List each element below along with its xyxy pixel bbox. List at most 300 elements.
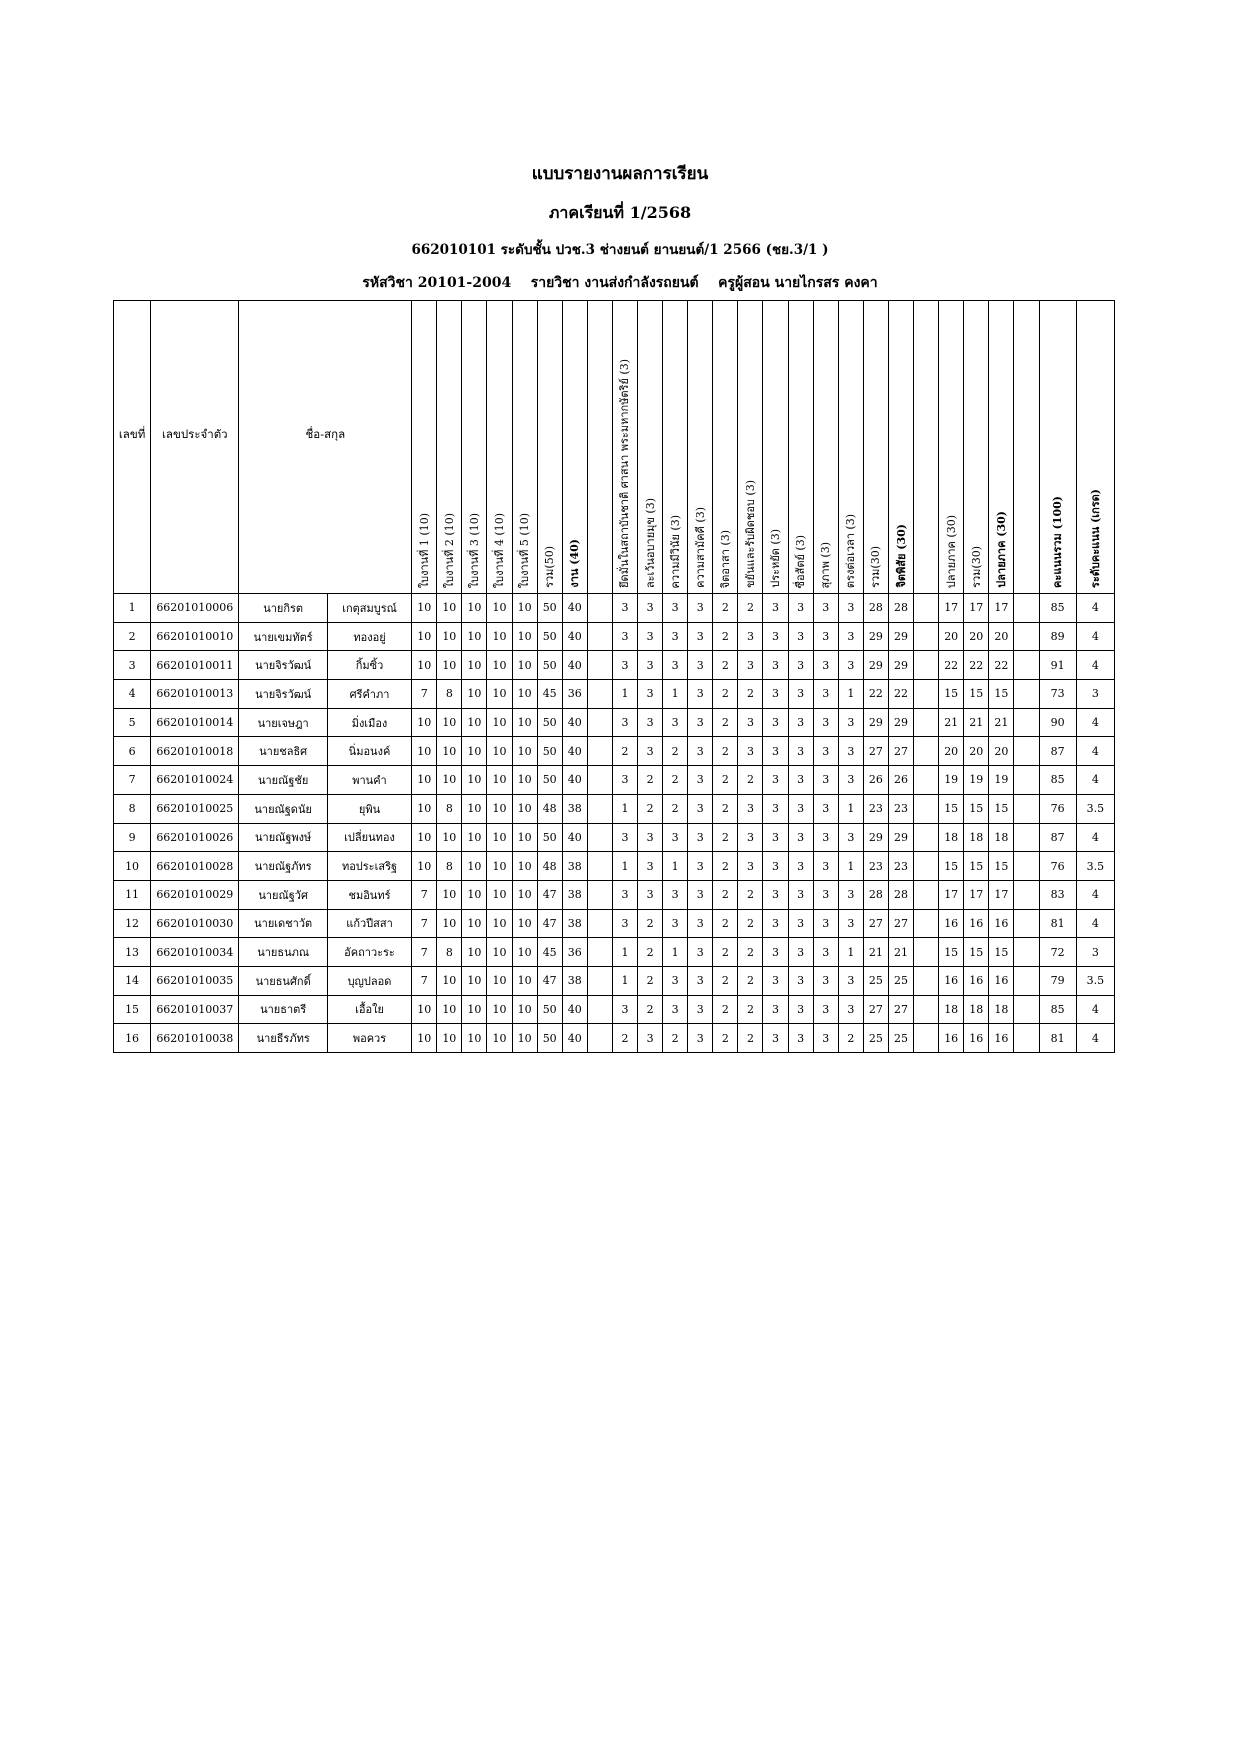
no-cell: 9: [114, 823, 151, 852]
attitude-score-cell: 1: [663, 938, 688, 967]
worksheet-sum-cell: 50: [537, 737, 562, 766]
worksheet-score-cell: 10: [487, 651, 512, 680]
attitude-score-cell: 3: [813, 680, 838, 709]
attitude-score-cell: 3: [638, 880, 663, 909]
col-header-wsum: รวม(50): [537, 301, 562, 594]
total-score-cell: 76: [1039, 852, 1076, 881]
table-row: [114, 622, 1115, 651]
final-exam-score-cell: 20: [939, 737, 964, 766]
final-exam-total-cell: 20: [989, 622, 1014, 651]
grade-value-cell: 4: [1076, 995, 1114, 1024]
blank-cell-cell: [914, 1024, 939, 1053]
final-exam-sum-cell: 15: [964, 938, 989, 967]
attitude-score-cell: 3: [612, 909, 637, 938]
blank-cell-cell: [1014, 766, 1039, 795]
no-cell: 5: [114, 708, 151, 737]
worksheet-score-cell: 7: [412, 909, 437, 938]
blank-cell-cell: [587, 708, 612, 737]
col-header-a6: ขยันและรับผิดชอบ (3): [738, 301, 763, 594]
attitude-total-cell: 27: [888, 995, 913, 1024]
final-exam-total-cell: 15: [989, 794, 1014, 823]
attitude-score-cell: 3: [663, 880, 688, 909]
worksheet-score-cell: 10: [462, 680, 487, 709]
attitude-sum-cell: 29: [863, 622, 888, 651]
last-name-cell: กิ้มซิ้ว: [327, 651, 411, 680]
attitude-score-cell: 3: [813, 1024, 838, 1053]
attitude-score-cell: 1: [838, 794, 863, 823]
final-exam-sum-cell: 15: [964, 680, 989, 709]
final-exam-score-cell: 22: [939, 651, 964, 680]
student-id-cell: 66201010034: [151, 938, 239, 967]
work-score-cell: 40: [562, 708, 587, 737]
blank-cell-cell: [1014, 966, 1039, 995]
final-exam-total-cell: 20: [989, 737, 1014, 766]
attitude-total-cell: 23: [888, 852, 913, 881]
worksheet-score-cell: 10: [462, 852, 487, 881]
attitude-score-cell: 1: [838, 680, 863, 709]
col-header-a9: สุภาพ (3): [813, 301, 838, 594]
first-name-cell: นายเดชาวัต: [239, 909, 327, 938]
col-header-work: งาน (40): [562, 301, 587, 594]
attitude-total-cell: 25: [888, 966, 913, 995]
final-exam-sum-cell: 20: [964, 737, 989, 766]
attitude-score-cell: 3: [788, 1024, 813, 1053]
blank-cell-cell: [914, 794, 939, 823]
grade-value-cell: 3.5: [1076, 852, 1114, 881]
attitude-score-cell: 3: [813, 880, 838, 909]
worksheet-sum-cell: 50: [537, 823, 562, 852]
worksheet-score-cell: 10: [512, 880, 537, 909]
table-row: [114, 680, 1115, 709]
attitude-score-cell: 3: [763, 938, 788, 967]
final-exam-total-cell: 18: [989, 995, 1014, 1024]
worksheet-score-cell: 10: [462, 594, 487, 623]
last-name-cell: ทอประเสริฐ: [327, 852, 411, 881]
attitude-score-cell: 3: [688, 622, 713, 651]
student-id-cell: 66201010010: [151, 622, 239, 651]
col-header-fsum: รวม(30): [964, 301, 989, 594]
final-exam-sum-cell: 22: [964, 651, 989, 680]
attitude-score-cell: 3: [838, 880, 863, 909]
term-label: ภาคเรียนที่ 1/2568: [548, 203, 692, 222]
attitude-sum-cell: 26: [863, 766, 888, 795]
attitude-score-cell: 3: [638, 1024, 663, 1053]
first-name-cell: นายณัฐวัศ: [239, 880, 327, 909]
attitude-score-cell: 2: [738, 594, 763, 623]
attitude-score-cell: 3: [688, 651, 713, 680]
attitude-score-cell: 3: [663, 651, 688, 680]
attitude-score-cell: 2: [713, 966, 738, 995]
attitude-score-cell: 3: [763, 966, 788, 995]
work-score-cell: 38: [562, 880, 587, 909]
work-score-cell: 40: [562, 594, 587, 623]
attitude-score-cell: 3: [788, 766, 813, 795]
worksheet-score-cell: 10: [437, 995, 462, 1024]
grade-value-cell: 4: [1076, 708, 1114, 737]
no-cell: 7: [114, 766, 151, 795]
final-exam-score-cell: 21: [939, 708, 964, 737]
final-exam-total-cell: 15: [989, 938, 1014, 967]
no-cell: 4: [114, 680, 151, 709]
attitude-score-cell: 3: [688, 852, 713, 881]
last-name-cell: ชมอินทร์: [327, 880, 411, 909]
attitude-score-cell: 3: [763, 737, 788, 766]
worksheet-sum-cell: 48: [537, 794, 562, 823]
final-exam-total-cell: 18: [989, 823, 1014, 852]
final-exam-score-cell: 17: [939, 594, 964, 623]
attitude-total-cell: 29: [888, 651, 913, 680]
worksheet-score-cell: 10: [512, 794, 537, 823]
blank-cell-cell: [914, 966, 939, 995]
col-header-a3: ความมีวินัย (3): [663, 301, 688, 594]
last-name-cell: แก้วปีสสา: [327, 909, 411, 938]
grade-value-cell: 4: [1076, 622, 1114, 651]
first-name-cell: นายณัฐภัทร: [239, 852, 327, 881]
total-score-cell: 76: [1039, 794, 1076, 823]
attitude-score-cell: 1: [612, 794, 637, 823]
table-row: [114, 1024, 1115, 1053]
work-score-cell: 40: [562, 766, 587, 795]
attitude-score-cell: 3: [813, 995, 838, 1024]
blank-cell-cell: [587, 622, 612, 651]
student-id-cell: 66201010030: [151, 909, 239, 938]
final-exam-score-cell: 16: [939, 1024, 964, 1053]
attitude-score-cell: 3: [688, 938, 713, 967]
final-exam-total-cell: 16: [989, 966, 1014, 995]
last-name-cell: พอควร: [327, 1024, 411, 1053]
final-exam-sum-cell: 21: [964, 708, 989, 737]
blank-cell-cell: [587, 852, 612, 881]
final-exam-score-cell: 18: [939, 823, 964, 852]
attitude-score-cell: 3: [788, 938, 813, 967]
final-exam-sum-cell: 16: [964, 1024, 989, 1053]
blank-cell-cell: [914, 622, 939, 651]
worksheet-score-cell: 10: [412, 766, 437, 795]
col-header-a2: ละเว้นอบายมุข (3): [638, 301, 663, 594]
attitude-score-cell: 3: [788, 737, 813, 766]
attitude-score-cell: 3: [688, 966, 713, 995]
attitude-score-cell: 3: [788, 622, 813, 651]
grade-value-cell: 4: [1076, 737, 1114, 766]
attitude-score-cell: 3: [688, 909, 713, 938]
blank-cell-cell: [587, 823, 612, 852]
worksheet-sum-cell: 50: [537, 1024, 562, 1053]
no-cell: 12: [114, 909, 151, 938]
attitude-score-cell: 3: [638, 708, 663, 737]
worksheet-score-cell: 10: [437, 651, 462, 680]
attitude-sum-cell: 29: [863, 651, 888, 680]
last-name-cell: เกตุสมบูรณ์: [327, 594, 411, 623]
final-exam-total-cell: 16: [989, 909, 1014, 938]
attitude-score-cell: 3: [813, 966, 838, 995]
blank-cell-cell: [587, 594, 612, 623]
worksheet-score-cell: 10: [512, 938, 537, 967]
attitude-score-cell: 2: [738, 938, 763, 967]
attitude-score-cell: 3: [788, 880, 813, 909]
attitude-score-cell: 3: [738, 622, 763, 651]
col-header-w1: ใบงานที่ 1 (10): [412, 301, 437, 594]
total-score-cell: 85: [1039, 594, 1076, 623]
worksheet-score-cell: 10: [412, 995, 437, 1024]
worksheet-score-cell: 10: [462, 708, 487, 737]
attitude-score-cell: 3: [763, 852, 788, 881]
student-id-cell: 66201010011: [151, 651, 239, 680]
attitude-sum-cell: 25: [863, 966, 888, 995]
table-row: [114, 909, 1115, 938]
final-exam-total-cell: 17: [989, 594, 1014, 623]
worksheet-score-cell: 10: [462, 995, 487, 1024]
blank-cell-cell: [587, 766, 612, 795]
first-name-cell: นายณัฐชัย: [239, 766, 327, 795]
attitude-score-cell: 3: [763, 766, 788, 795]
table-row: [114, 852, 1115, 881]
attitude-score-cell: 3: [838, 909, 863, 938]
attitude-score-cell: 3: [612, 823, 637, 852]
attitude-score-cell: 3: [638, 852, 663, 881]
attitude-score-cell: 1: [612, 966, 637, 995]
student-id-cell: 66201010037: [151, 995, 239, 1024]
attitude-score-cell: 3: [813, 852, 838, 881]
no-cell: 10: [114, 852, 151, 881]
attitude-sum-cell: 22: [863, 680, 888, 709]
worksheet-sum-cell: 45: [537, 938, 562, 967]
total-score-cell: 81: [1039, 1024, 1076, 1053]
total-score-cell: 83: [1039, 880, 1076, 909]
col-header-blank3: [1014, 301, 1039, 594]
no-cell: 13: [114, 938, 151, 967]
student-id-cell: 66201010025: [151, 794, 239, 823]
worksheet-score-cell: 10: [462, 966, 487, 995]
attitude-score-cell: 2: [738, 966, 763, 995]
worksheet-score-cell: 8: [437, 680, 462, 709]
attitude-score-cell: 3: [763, 909, 788, 938]
last-name-cell: พานคำ: [327, 766, 411, 795]
attitude-sum-cell: 29: [863, 708, 888, 737]
attitude-score-cell: 3: [788, 823, 813, 852]
worksheet-score-cell: 10: [412, 622, 437, 651]
first-name-cell: นายณัฐพงษ์: [239, 823, 327, 852]
attitude-score-cell: 2: [663, 794, 688, 823]
total-score-cell: 89: [1039, 622, 1076, 651]
col-header-grade: ระดับคะแนน (เกรด): [1076, 301, 1114, 594]
attitude-score-cell: 2: [713, 622, 738, 651]
attitude-score-cell: 3: [838, 766, 863, 795]
attitude-score-cell: 3: [838, 651, 863, 680]
blank-cell-cell: [914, 909, 939, 938]
worksheet-score-cell: 10: [462, 1024, 487, 1053]
attitude-score-cell: 3: [788, 966, 813, 995]
blank-cell-cell: [1014, 909, 1039, 938]
first-name-cell: นายจิรวัฒน์: [239, 680, 327, 709]
header-row: [114, 301, 1115, 594]
last-name-cell: ศรีคำภา: [327, 680, 411, 709]
table-row: [114, 966, 1115, 995]
attitude-sum-cell: 29: [863, 823, 888, 852]
final-exam-score-cell: 15: [939, 680, 964, 709]
work-score-cell: 40: [562, 823, 587, 852]
attitude-score-cell: 2: [612, 1024, 637, 1053]
attitude-score-cell: 3: [763, 880, 788, 909]
attitude-score-cell: 2: [738, 880, 763, 909]
final-exam-score-cell: 20: [939, 622, 964, 651]
col-header-blank2: [914, 301, 939, 594]
table-row: [114, 880, 1115, 909]
attitude-score-cell: 3: [663, 823, 688, 852]
final-exam-score-cell: 15: [939, 938, 964, 967]
worksheet-score-cell: 10: [487, 852, 512, 881]
attitude-score-cell: 2: [738, 766, 763, 795]
work-score-cell: 38: [562, 966, 587, 995]
attitude-score-cell: 3: [612, 708, 637, 737]
total-score-cell: 85: [1039, 995, 1076, 1024]
col-header-w4: ใบงานที่ 4 (10): [487, 301, 512, 594]
student-id-cell: 66201010038: [151, 1024, 239, 1053]
attitude-total-cell: 25: [888, 1024, 913, 1053]
attitude-score-cell: 3: [688, 594, 713, 623]
blank-cell-cell: [587, 651, 612, 680]
grade-value-cell: 4: [1076, 823, 1114, 852]
student-id-cell: 66201010006: [151, 594, 239, 623]
final-exam-sum-cell: 15: [964, 852, 989, 881]
worksheet-score-cell: 10: [462, 794, 487, 823]
no-cell: 14: [114, 966, 151, 995]
attitude-score-cell: 3: [813, 651, 838, 680]
attitude-score-cell: 3: [763, 1024, 788, 1053]
attitude-score-cell: 3: [638, 622, 663, 651]
final-exam-sum-cell: 17: [964, 880, 989, 909]
col-header-a8: ซื่อสัตย์ (3): [788, 301, 813, 594]
attitude-score-cell: 3: [688, 766, 713, 795]
attitude-score-cell: 3: [838, 594, 863, 623]
blank-cell-cell: [587, 680, 612, 709]
attitude-score-cell: 2: [612, 737, 637, 766]
worksheet-score-cell: 10: [487, 880, 512, 909]
blank-cell-cell: [1014, 594, 1039, 623]
attitude-score-cell: 3: [738, 794, 763, 823]
attitude-score-cell: 3: [738, 651, 763, 680]
attitude-score-cell: 3: [612, 594, 637, 623]
total-score-cell: 81: [1039, 909, 1076, 938]
worksheet-score-cell: 8: [437, 794, 462, 823]
first-name-cell: นายธนภณ: [239, 938, 327, 967]
worksheet-score-cell: 10: [512, 680, 537, 709]
attitude-sum-cell: 21: [863, 938, 888, 967]
worksheet-score-cell: 10: [412, 737, 437, 766]
final-exam-score-cell: 19: [939, 766, 964, 795]
worksheet-score-cell: 10: [437, 766, 462, 795]
table-row: [114, 737, 1115, 766]
blank-cell-cell: [587, 1024, 612, 1053]
col-header-blank1: [587, 301, 612, 594]
blank-cell-cell: [1014, 1024, 1039, 1053]
attitude-score-cell: 3: [688, 708, 713, 737]
worksheet-score-cell: 10: [437, 1024, 462, 1053]
first-name-cell: นายกิรต: [239, 594, 327, 623]
final-exam-score-cell: 16: [939, 966, 964, 995]
col-header-no: เลขที่: [114, 301, 151, 594]
attitude-score-cell: 2: [713, 680, 738, 709]
attitude-score-cell: 3: [612, 651, 637, 680]
attitude-sum-cell: 23: [863, 852, 888, 881]
table-row: [114, 651, 1115, 680]
blank-cell-cell: [1014, 708, 1039, 737]
attitude-score-cell: 3: [663, 708, 688, 737]
last-name-cell: มิ่งเมือง: [327, 708, 411, 737]
grade-table-body: [114, 594, 1115, 1053]
attitude-score-cell: 3: [612, 622, 637, 651]
worksheet-score-cell: 8: [437, 852, 462, 881]
worksheet-score-cell: 10: [462, 909, 487, 938]
attitude-score-cell: 3: [638, 651, 663, 680]
worksheet-score-cell: 10: [437, 737, 462, 766]
worksheet-sum-cell: 48: [537, 852, 562, 881]
attitude-total-cell: 23: [888, 794, 913, 823]
blank-cell-cell: [914, 766, 939, 795]
final-exam-sum-cell: 16: [964, 909, 989, 938]
final-exam-sum-cell: 16: [964, 966, 989, 995]
attitude-total-cell: 29: [888, 622, 913, 651]
attitude-score-cell: 3: [663, 909, 688, 938]
attitude-score-cell: 2: [638, 966, 663, 995]
work-score-cell: 40: [562, 622, 587, 651]
worksheet-sum-cell: 50: [537, 651, 562, 680]
attitude-score-cell: 3: [763, 794, 788, 823]
attitude-score-cell: 3: [813, 737, 838, 766]
attitude-sum-cell: 27: [863, 909, 888, 938]
attitude-score-cell: 2: [738, 680, 763, 709]
table-row: [114, 823, 1115, 852]
attitude-sum-cell: 23: [863, 794, 888, 823]
worksheet-score-cell: 7: [412, 880, 437, 909]
first-name-cell: นายเจษฎา: [239, 708, 327, 737]
col-header-final: ปลายภาค (30): [989, 301, 1014, 594]
attitude-score-cell: 2: [713, 651, 738, 680]
grade-value-cell: 4: [1076, 766, 1114, 795]
attitude-sum-cell: 28: [863, 880, 888, 909]
worksheet-score-cell: 10: [462, 880, 487, 909]
worksheet-score-cell: 10: [462, 823, 487, 852]
no-cell: 11: [114, 880, 151, 909]
final-exam-sum-cell: 17: [964, 594, 989, 623]
attitude-score-cell: 2: [713, 823, 738, 852]
first-name-cell: นายจิรวัฒน์: [239, 651, 327, 680]
attitude-score-cell: 3: [838, 823, 863, 852]
blank-cell-cell: [1014, 880, 1039, 909]
worksheet-score-cell: 10: [512, 708, 537, 737]
total-score-cell: 79: [1039, 966, 1076, 995]
work-score-cell: 40: [562, 651, 587, 680]
final-exam-total-cell: 17: [989, 880, 1014, 909]
attitude-score-cell: 1: [838, 852, 863, 881]
worksheet-score-cell: 10: [437, 966, 462, 995]
no-cell: 6: [114, 737, 151, 766]
final-exam-sum-cell: 20: [964, 622, 989, 651]
first-name-cell: นายณัฐดนัย: [239, 794, 327, 823]
attitude-score-cell: 1: [838, 938, 863, 967]
worksheet-score-cell: 10: [487, 708, 512, 737]
attitude-score-cell: 3: [763, 651, 788, 680]
table-row: [114, 708, 1115, 737]
worksheet-score-cell: 10: [512, 737, 537, 766]
attitude-sum-cell: 25: [863, 1024, 888, 1053]
final-exam-score-cell: 15: [939, 852, 964, 881]
blank-cell-cell: [1014, 651, 1039, 680]
attitude-score-cell: 3: [663, 995, 688, 1024]
final-exam-total-cell: 22: [989, 651, 1014, 680]
total-score-cell: 91: [1039, 651, 1076, 680]
student-id-cell: 66201010014: [151, 708, 239, 737]
grade-value-cell: 3.5: [1076, 966, 1114, 995]
